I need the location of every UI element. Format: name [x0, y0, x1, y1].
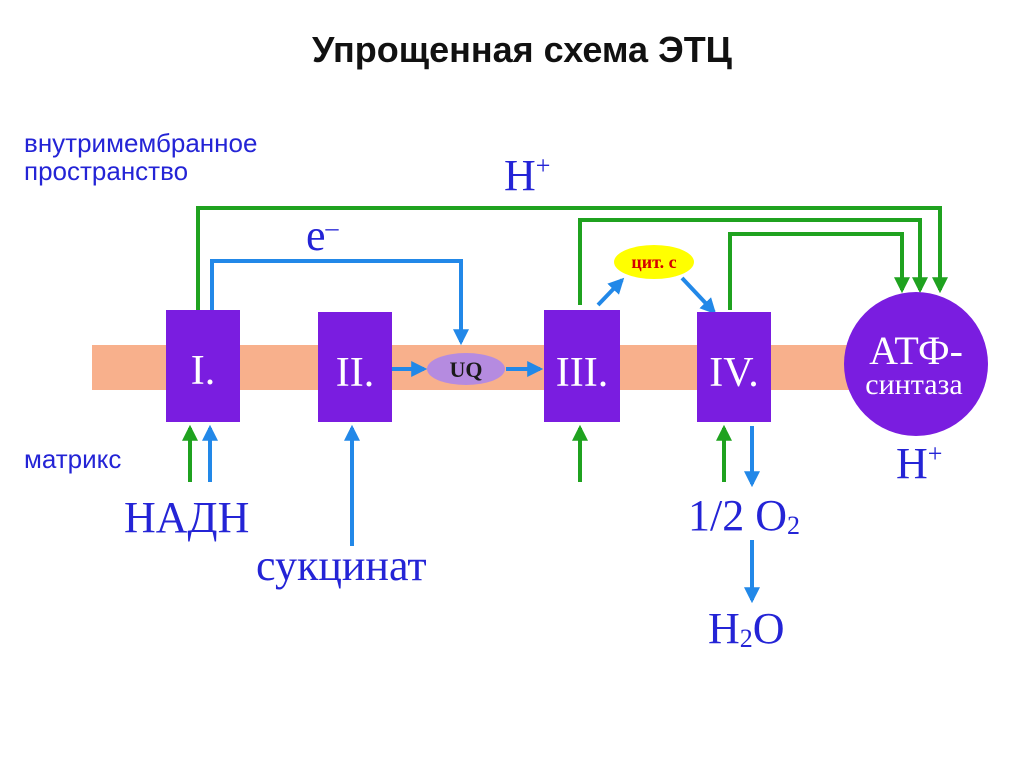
- proton-label-top: H+: [504, 151, 551, 200]
- atp-synthase-label-line1: АТФ-: [869, 328, 963, 373]
- water-label: H2O: [708, 604, 785, 653]
- oxygen-label: 1/2 O2: [688, 491, 800, 540]
- nadh-label: НАДН: [124, 493, 250, 542]
- complex-2-label: II.: [335, 350, 375, 396]
- atp-synthase-label-line2: синтаза: [865, 368, 963, 401]
- complex-1-label: I.: [190, 348, 216, 394]
- complex-4-label: IV.: [709, 350, 759, 396]
- ubiquinone-label: UQ: [449, 357, 483, 382]
- electron-label: e–: [306, 211, 339, 260]
- arrow-complex3-to-cytc: [598, 280, 622, 305]
- page-title: Упрощенная схема ЭТЦ: [312, 29, 732, 70]
- succinate-label: сукцинат: [256, 541, 427, 590]
- intermembrane-label-line2: пространство: [24, 156, 189, 186]
- complex-3-label: III.: [555, 350, 609, 396]
- intermembrane-label-line1: внутримембранное: [24, 128, 258, 158]
- arrow-cytc-to-complex4: [682, 278, 714, 312]
- proton-path-complex-4: [730, 234, 902, 310]
- proton-label-bottom: H+: [896, 439, 943, 488]
- matrix-label: матрикс: [24, 444, 122, 474]
- cytochrome-c-label: цит. с: [631, 252, 677, 272]
